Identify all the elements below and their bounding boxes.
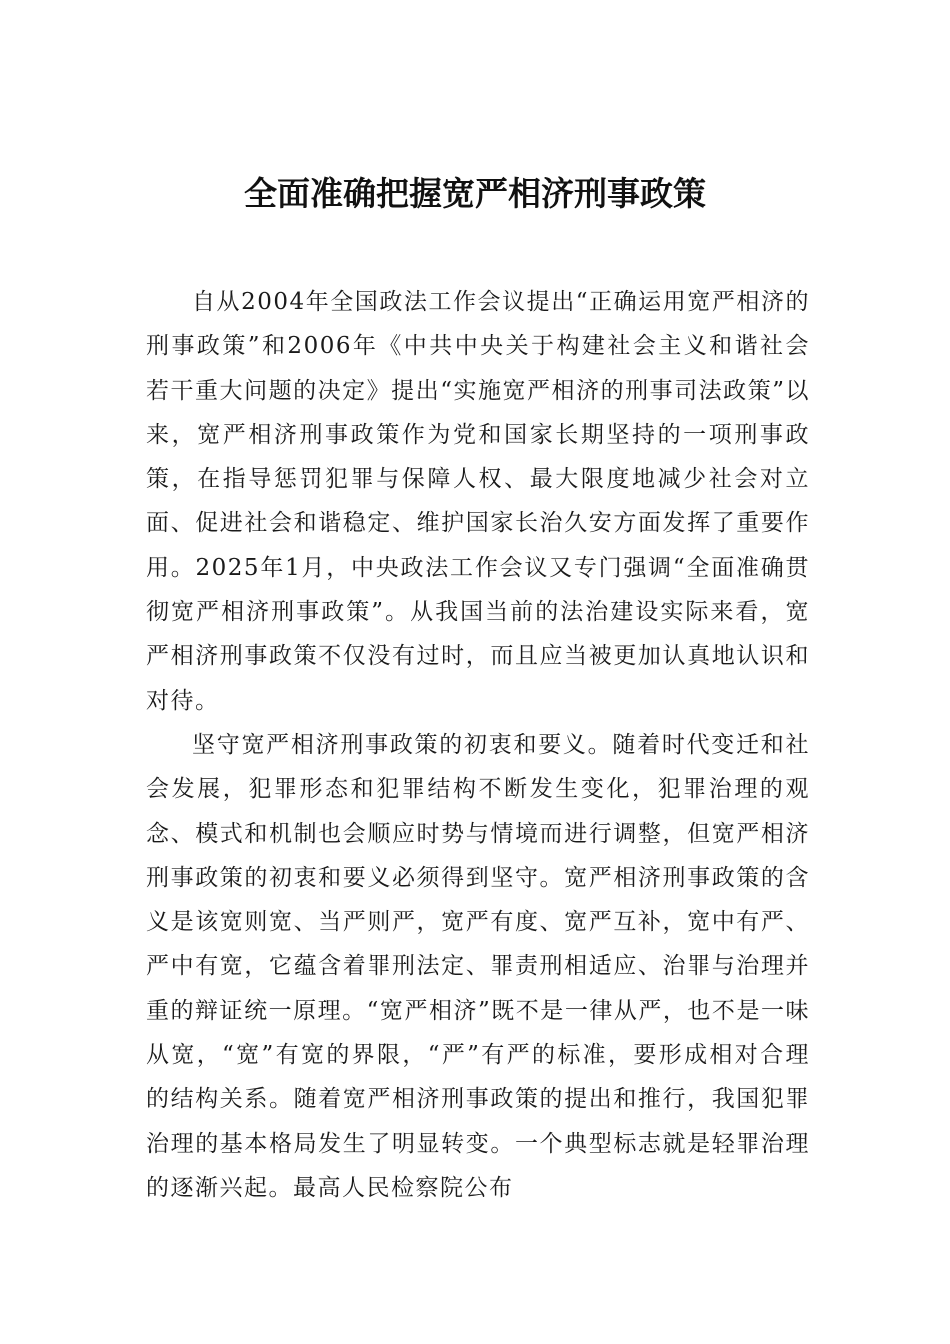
paragraph-2: 坚守宽严相济刑事政策的初衷和要义。随着时代变迁和社会发展，犯罪形态和犯罪结构不断发生变化，犯罪治理的观念、模式和机制也会顺应时势与情境而进行调整，但宽严相济刑事政策的初衷和要义必须得到坚守。宽严相济刑事政策的含义是该宽则宽、当严则严，宽严有度、宽严互补，宽中有严、严中有宽，它蕴含着罪刑法定、罪责刑相适应、治罪与治理并重的辩证统一原理。“宽严相济”既不是一律从严，也不是一味从宽，“宽”有宽的界限，“严”有严的标准，要形成相对合理的结构关系。随着宽严相济刑事政策的提出和推行，我国犯罪治理的基本格局发生了明显转变。一个典型标志就是轻罪治理的逐渐兴起。最高人民检察院公布 (146, 731, 810, 1201)
paragraph-1: 自从2004年全国政法工作会议提出“正确运用宽严相济的刑事政策”和2006年《中共中央关于构建社会主义和谐社会若干重大问题的决定》提出“实施宽严相济的刑事司法政策”以来，宽严相济刑事政策作为党和国家长期坚持的一项刑事政策，在指导惩罚犯罪与保障人权、最大限度地减少社会对立面、促进社会和谐稳定、维护国家长治久安方面发挥了重要作用。2025年1月，中央政法工作会议又专门强调“全面准确贯彻宽严相济刑事政策”。从我国当前的法治建设实际来看，宽严相济刑事政策不仅没有过时，而且应当被更加认真地认识和对待。 (146, 289, 810, 714)
document-body (146, 280, 810, 1210)
document-title: 全面准确把握宽严相济刑事政策 (244, 174, 706, 213)
